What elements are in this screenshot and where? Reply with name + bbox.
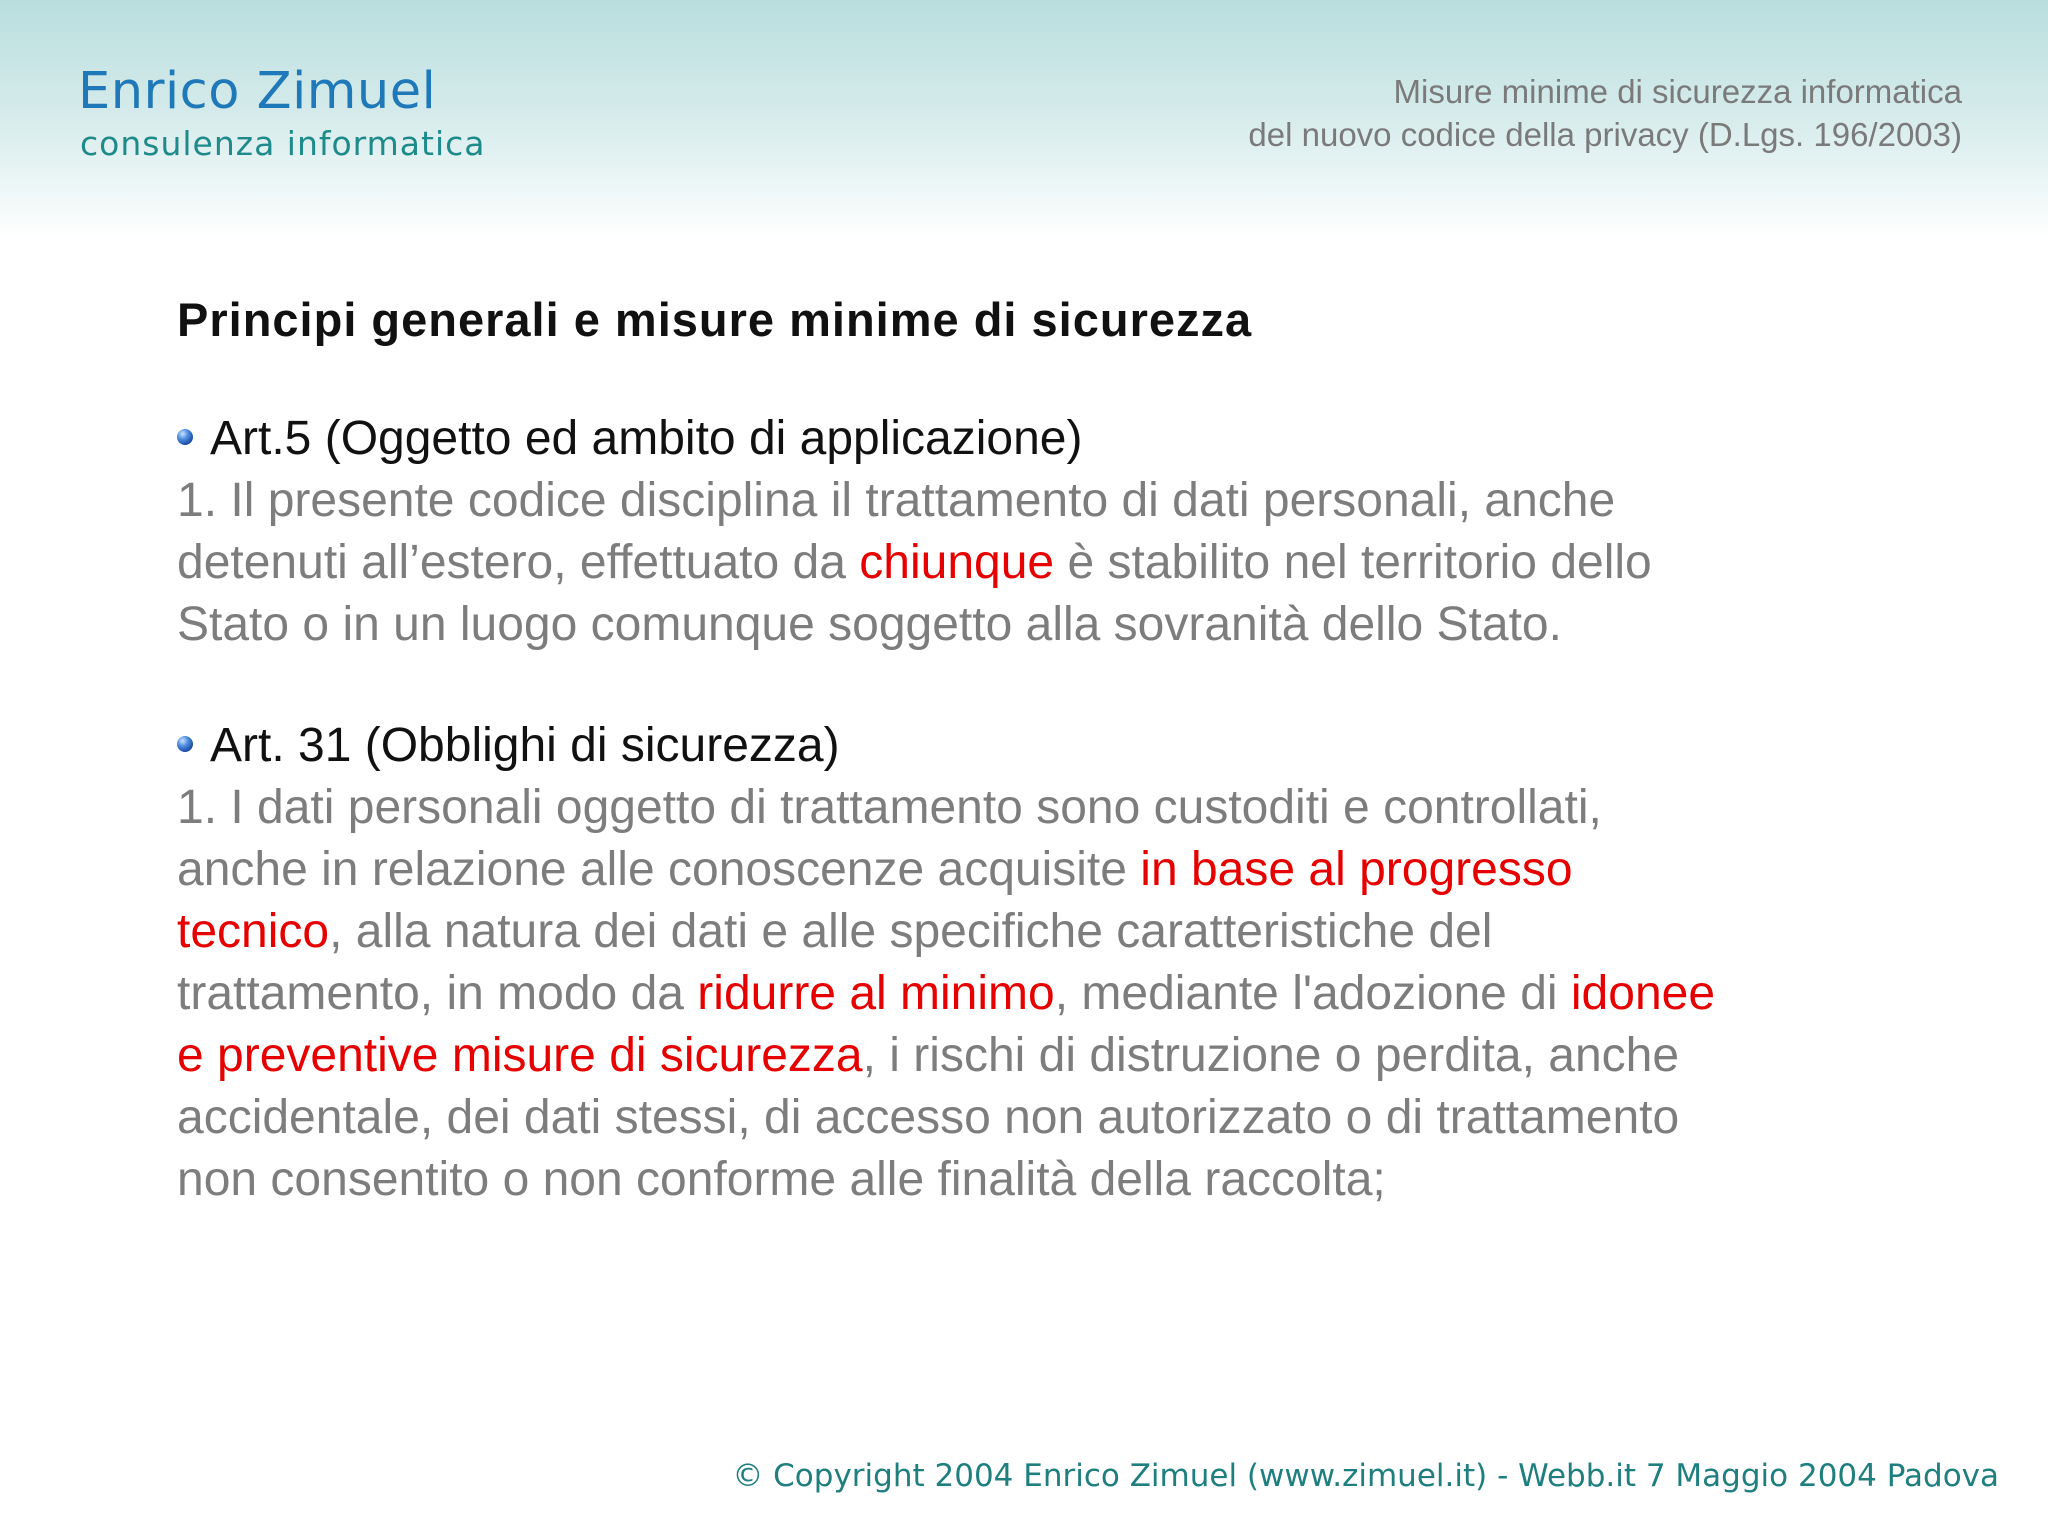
body-text: accidentale, dei dati stessi, di accesso non autorizzato o di trattamento	[177, 1091, 1680, 1144]
brand-name: Enrico Zimuel	[78, 62, 437, 121]
highlighted-text: idonee	[1570, 967, 1716, 1020]
highlighted-text: in base al progresso	[1140, 843, 1573, 896]
body-text: detenuti all’estero, effettuato da	[177, 536, 860, 589]
body-text: 1. I dati personali oggetto di trattamento sono custoditi e controllati,	[177, 781, 1602, 834]
highlighted-text: chiunque	[859, 536, 1055, 589]
highlighted-text: tecnico	[177, 905, 330, 958]
copyright-footer: © Copyright 2004 Enrico Zimuel (www.zimuel.it) - Webb.it 7 Maggio 2004 Padova	[732, 1458, 1999, 1494]
article-body	[177, 777, 1897, 1211]
highlighted-text: ridurre al minimo	[697, 967, 1055, 1020]
article-heading	[177, 408, 1897, 470]
subtitle-line-1: Misure minime di sicurezza informatica	[1393, 73, 1962, 110]
sphere-bullet-icon	[177, 429, 193, 445]
paragraph-line	[177, 777, 1897, 839]
paragraph-line	[177, 839, 1897, 901]
paragraph-line	[177, 963, 1897, 1025]
body-text: trattamento, in modo da	[177, 967, 698, 1020]
paragraph-line	[177, 1149, 1897, 1211]
slide-content	[177, 290, 1897, 1211]
body-text: , i rischi di distruzione o perdita, anche	[862, 1029, 1680, 1082]
slide-title: Principi generali e misure minime di sicurezza	[177, 293, 1253, 346]
paragraph-line	[177, 1025, 1897, 1087]
highlighted-text: e preventive misure di sicurezza	[177, 1029, 863, 1082]
article-31	[177, 715, 1897, 1211]
brand-tagline: consulenza informatica	[80, 124, 486, 163]
paragraph-line	[177, 532, 1897, 594]
body-text: è stabilito nel territorio dello	[1054, 536, 1652, 589]
body-text: , mediante l'adozione di	[1054, 967, 1571, 1020]
paragraph-line	[177, 594, 1897, 656]
body-text: non consentito o non conforme alle finalità della raccolta;	[177, 1153, 1386, 1206]
article-body	[177, 470, 1897, 656]
slide-header	[0, 0, 2048, 240]
article-heading	[177, 715, 1897, 777]
article-heading-text: Art.5 (Oggetto ed ambito di applicazione)	[210, 412, 1083, 465]
body-text: Stato o in un luogo comunque soggetto alla sovranità dello Stato.	[177, 598, 1562, 651]
article-heading-text: Art. 31 (Obblighi di sicurezza)	[210, 719, 840, 772]
body-text: , alla natura dei dati e alle specifiche caratteristiche del	[329, 905, 1493, 958]
paragraph-line	[177, 901, 1897, 963]
article-5	[177, 408, 1897, 656]
subtitle-line-2: del nuovo codice della privacy (D.Lgs. 196/2003)	[1248, 116, 1962, 153]
sphere-bullet-icon	[177, 736, 193, 752]
body-text: 1. Il presente codice disciplina il trattamento di dati personali, anche	[177, 474, 1616, 527]
paragraph-line	[177, 1087, 1897, 1149]
presentation-subtitle	[1248, 70, 1962, 156]
paragraph-line	[177, 470, 1897, 532]
body-text: anche in relazione alle conoscenze acquisite	[177, 843, 1141, 896]
